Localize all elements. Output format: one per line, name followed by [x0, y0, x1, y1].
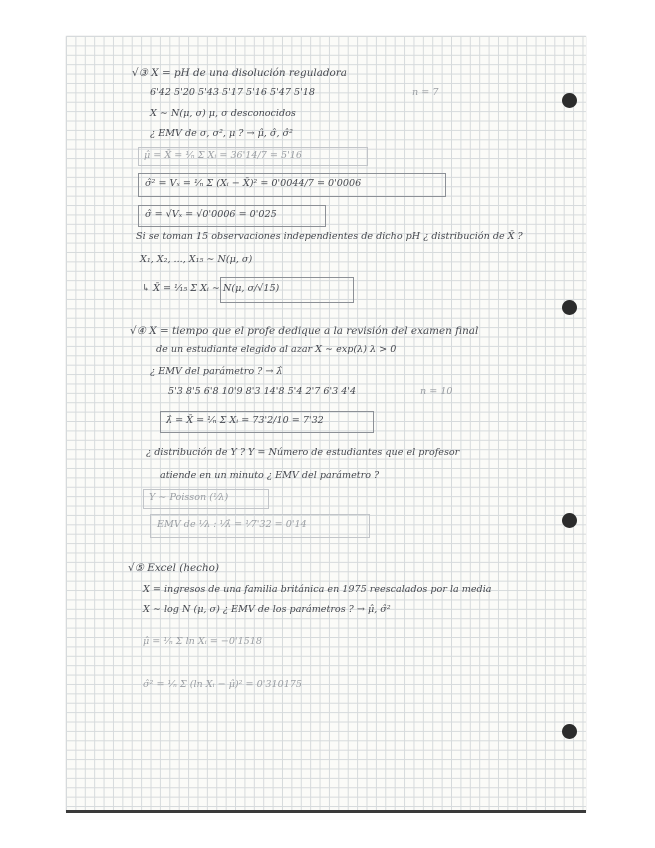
mu-log-estimate: μ̂ = ⅟ₙ Σ ln Xᵢ = −0'1518 — [143, 636, 262, 647]
exercise-3-n: n = 7 — [412, 87, 439, 98]
sample-variables: X₁, X₂, ..., X₁₅ ∼ N(μ, σ) — [140, 254, 253, 265]
poisson-model: Y ∼ Poisson (¹⁄λ) — [149, 492, 229, 503]
binder-hole — [562, 513, 577, 528]
variance-log-estimate: σ̂² = ⅟ₙ Σ (ln Xᵢ − μ̂)² = 0'310175 — [143, 679, 303, 690]
exercise-4-values: 5'3 8'5 6'8 10'9 8'3 14'8 5'4 2'7 6'3 4'4 — [168, 386, 357, 397]
sample-question: Si se toman 15 observaciones independientes de dicho pH ¿ distribución de X̄ ? — [136, 231, 523, 242]
distribution-question: ¿ distribución de Y ? Y = Número de estudiantes que el profesor — [146, 447, 460, 458]
variance-estimate: σ̂² = Vₓ = ⅟ₙ Σ (Xᵢ − X̄)² = 0'0044/7 = 0'0006 — [145, 178, 362, 189]
binder-hole — [562, 93, 577, 108]
mu-estimate: μ̂ = X̄ = ⅟ₙ Σ Xᵢ = 36'14/7 = 5'16 — [144, 150, 302, 161]
exercise-3-title: √③ X = pH de una disolución reguladora — [132, 67, 347, 79]
exercise-3-values: 6'42 5'20 5'43 5'17 5'16 5'47 5'18 — [150, 87, 315, 98]
exercise-5-definition: X = ingresos de una familia británica en 1975 reescalados por la media — [143, 584, 492, 595]
inverse-lambda-emv: EMV de ¹⁄λ : ¹⁄λ̂ = ¹⁄7'32 = 0'14 — [157, 519, 307, 530]
exercise-3-question: ¿ EMV de σ, σ², μ ? → μ̂, σ̂, σ̂² — [150, 128, 293, 139]
distribution-question-cont: atiende en un minuto ¿ EMV del parámetro ? — [160, 470, 380, 481]
exercise-4-title-cont: de un estudiante elegido al azar X ∼ exp(λ) λ > 0 — [156, 344, 397, 355]
sigma-estimate: σ̂ = √Vₓ = √0'0006 = 0'025 — [145, 209, 277, 220]
exercise-3-model: X ∼ N(μ, σ) μ, σ desconocidos — [150, 108, 296, 119]
xbar-distribution: ↳ X̄ = ¹⁄₁₅ Σ Xᵢ ∼ N(μ, σ/√15) — [142, 283, 280, 294]
page-edge — [66, 810, 586, 813]
lambda-estimate: λ̂ = X̄ = ⅟ₙ Σ Xᵢ = 73'2/10 = 7'32 — [166, 415, 324, 426]
exercise-4-title: √④ X = tiempo que el profe dedique a la revisión del examen final — [130, 325, 479, 337]
binder-hole — [562, 300, 577, 315]
exercise-4-n: n = 10 — [420, 386, 453, 397]
exercise-5-title: √⑤ Excel (hecho) — [128, 562, 219, 574]
binder-hole — [562, 724, 577, 739]
exercise-4-question: ¿ EMV del parámetro ? → λ̂ — [150, 366, 283, 377]
exercise-5-model: X ∼ log N (μ, σ) ¿ EMV de los parámetros ? → μ̂, σ̂² — [143, 604, 391, 615]
